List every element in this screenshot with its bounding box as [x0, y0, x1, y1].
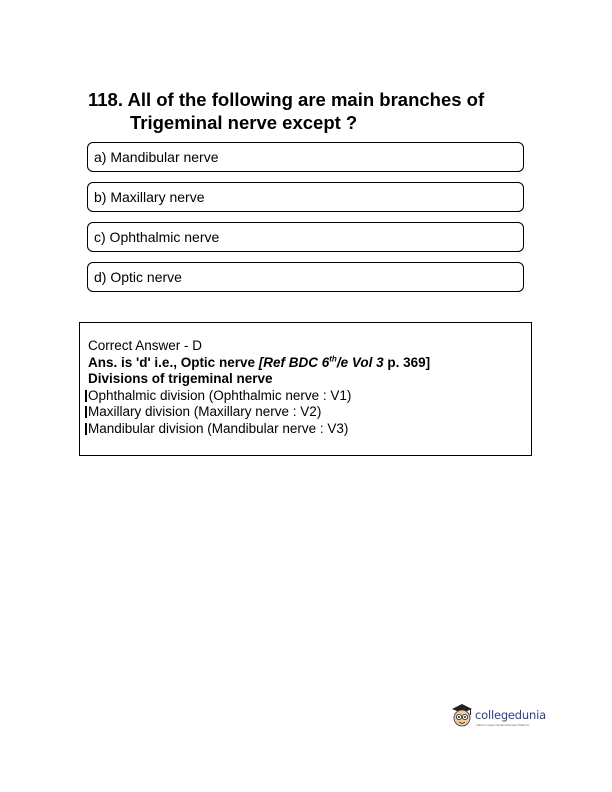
question-text-line1: All of the following are main branches of — [127, 89, 485, 110]
answer-explanation — [88, 355, 531, 372]
division-text: Ophthalmic division (Ophthalmic nerve : V1) — [88, 387, 352, 403]
reference-b: /e Vol 3 — [336, 354, 384, 370]
division-text: Maxillary division (Maxillary nerve : V2) — [88, 404, 322, 419]
collegedunia-logo — [450, 702, 550, 732]
option-d[interactable] — [87, 262, 524, 292]
logo-name: collegedunia — [475, 708, 546, 722]
option-c[interactable] — [87, 222, 524, 252]
reference-sup: th — [329, 354, 337, 363]
divisions-heading: Divisions of trigeminal nerve — [88, 371, 273, 386]
division-item — [88, 388, 531, 405]
bullet-mark-icon — [85, 423, 87, 435]
question-text-line2: Trigeminal nerve except ? — [130, 112, 358, 133]
mascot-icon — [450, 702, 474, 730]
reference-a: [Ref BDC 6 — [258, 354, 330, 370]
division-text: Mandibular division (Mandibular nerve : V3) — [88, 420, 349, 436]
bullet-mark-icon — [85, 390, 87, 402]
bullet-mark-icon — [85, 406, 87, 418]
answer-box — [79, 322, 532, 456]
division-item — [88, 404, 531, 421]
question — [88, 88, 538, 134]
reference-c: p. 369] — [383, 354, 431, 370]
option-d-label: d) Optic nerve — [94, 269, 182, 285]
question-number: 118. — [88, 89, 123, 110]
option-b-label: b) Maxillary nerve — [94, 189, 205, 205]
option-c-label: c) Ophthalmic nerve — [94, 229, 220, 245]
option-a[interactable] — [87, 142, 524, 172]
correct-answer: Correct Answer - D — [88, 338, 203, 353]
option-b[interactable] — [87, 182, 524, 212]
answer-prefix: Ans. is 'd' i.e., Optic nerve — [88, 354, 259, 370]
option-a-label: a) Mandibular nerve — [94, 149, 219, 165]
logo-tagline: India's Largest Student Review Platform — [476, 723, 530, 727]
division-item — [88, 421, 531, 438]
